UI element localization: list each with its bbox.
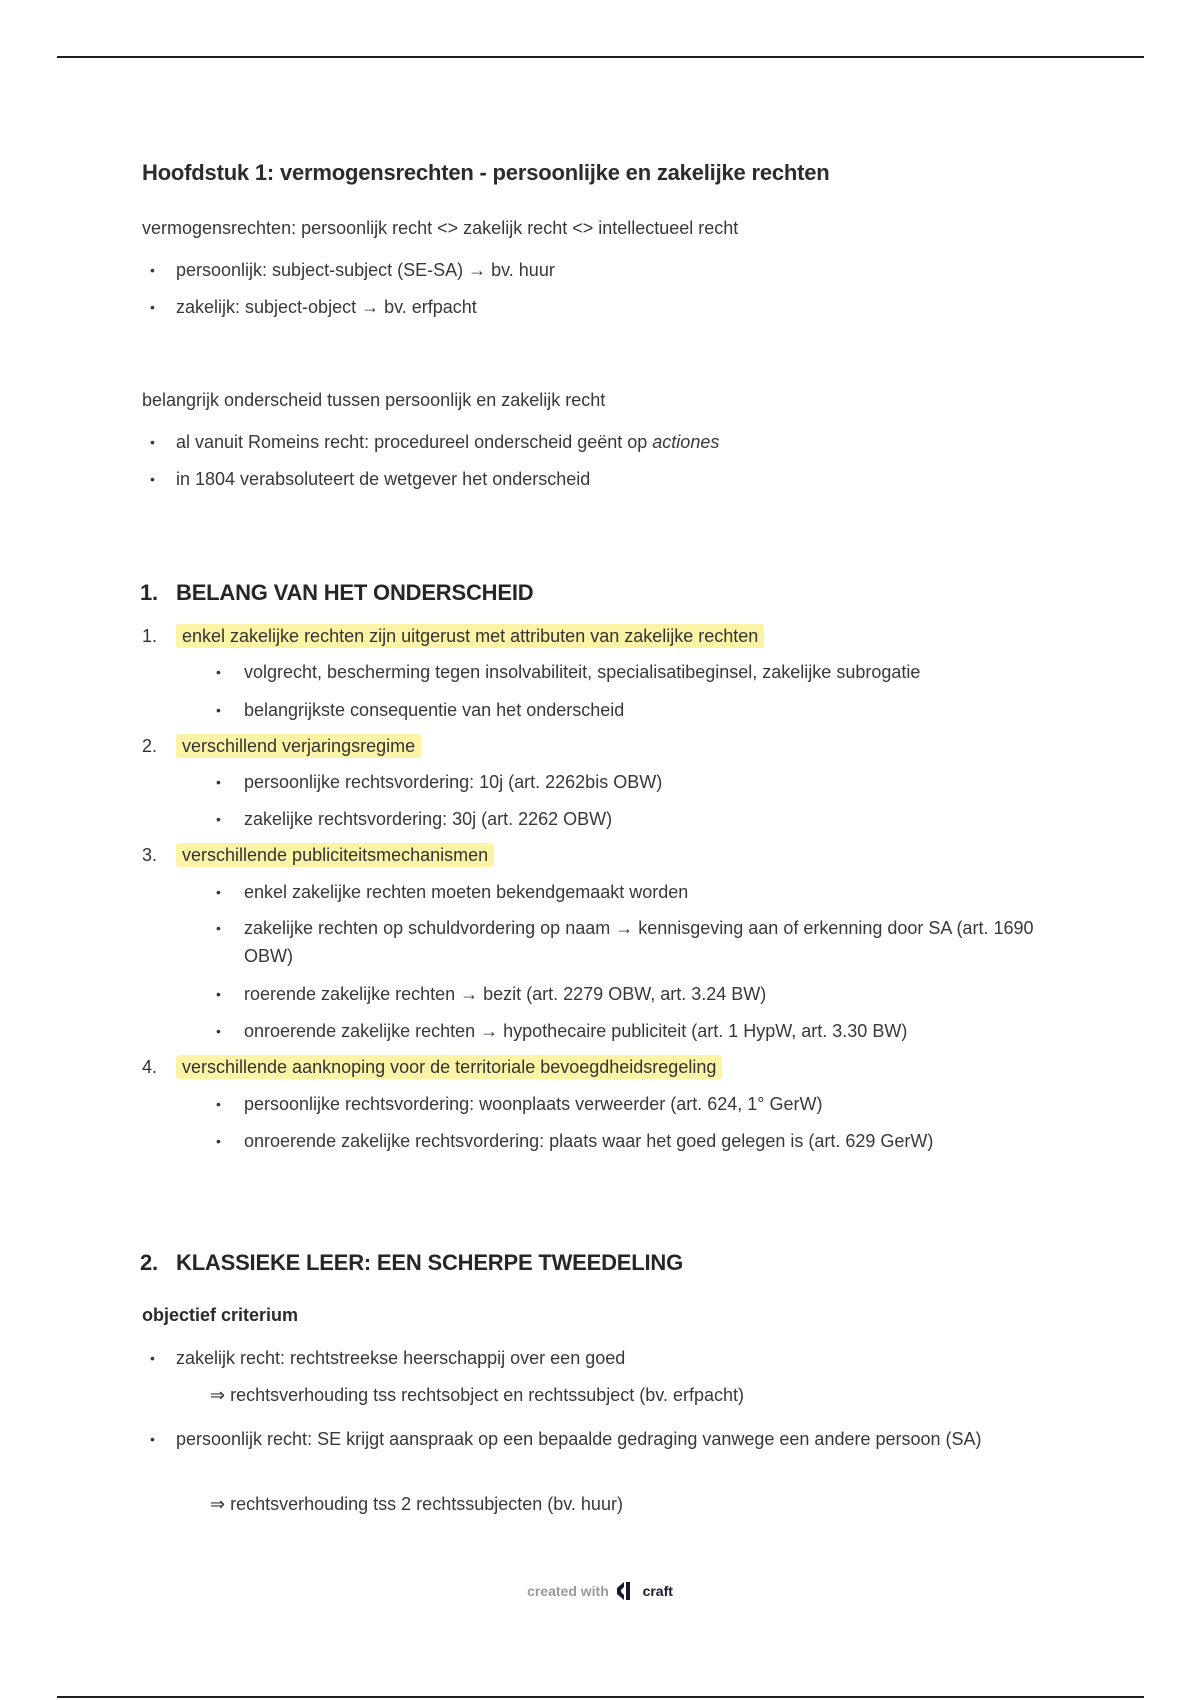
list-item-text: persoonlijke rechtsvordering: woonplaats verweerder (art. 624, 1° GerW) xyxy=(244,1094,823,1114)
bullet-icon: • xyxy=(216,702,221,718)
craft-logo-icon xyxy=(613,1580,635,1605)
sub-list-item xyxy=(216,878,1034,906)
list-item-text: zakelijk recht: rechtstreekse heerschappij over een goed xyxy=(176,1348,626,1368)
bullet-icon: • xyxy=(150,434,155,450)
list-item-text: roerende zakelijke rechten → bezit (art. 2279 OBW, art. 3.24 BW) xyxy=(244,984,767,1004)
page-title: Hoofdstuk 1: vermogensrechten - persoonlijke en zakelijke rechten xyxy=(142,160,830,185)
item-number: 3. xyxy=(142,845,158,865)
numbered-item xyxy=(142,1053,722,1081)
highlighted-text: verschillende publiciteitsmechanismen xyxy=(176,843,494,867)
sub-list-item xyxy=(216,658,1034,686)
top-rule xyxy=(57,56,1144,58)
list-item-text: in 1804 verabsoluteert de wetgever het onderscheid xyxy=(176,469,591,489)
list-item-text: enkel zakelijke rechten moeten bekendgemaakt worden xyxy=(244,882,689,902)
bullet-icon: • xyxy=(216,1133,221,1149)
highlighted-text: verschillende aanknoping voor de territoriale bevoegdheidsregeling xyxy=(176,1055,722,1079)
italic-term: actiones xyxy=(652,432,720,452)
section-heading xyxy=(140,580,533,606)
item-number: 4. xyxy=(142,1057,158,1077)
bullet-icon: • xyxy=(150,1431,155,1447)
bullet-icon: • xyxy=(216,774,221,790)
list-item-text: persoonlijke rechtsvordering: 10j (art. 2262bis OBW) xyxy=(244,772,663,792)
bullet-icon: • xyxy=(216,884,221,900)
highlighted-text: enkel zakelijke rechten zijn uitgerust met attributen van zakelijke rechten xyxy=(176,624,764,648)
list-item xyxy=(150,256,555,284)
list-item xyxy=(150,428,720,456)
sub-list-item xyxy=(216,696,1034,724)
list-item-text: onroerende zakelijke rechtsvordering: plaats waar het goed gelegen is (art. 629 GerW) xyxy=(244,1131,934,1151)
bullet-icon: • xyxy=(216,986,221,1002)
intro-line: vermogensrechten: persoonlijk recht <> zakelijk recht <> intellectueel recht xyxy=(142,218,739,238)
bullet-icon: • xyxy=(216,1023,221,1039)
subheading: objectief criterium xyxy=(142,1305,299,1325)
sub-list-item xyxy=(216,1090,1034,1118)
list-item-text: persoonlijk recht: SE krijgt aanspraak op een bepaalde gedraging vanwege een andere persoon (SA) xyxy=(176,1429,982,1449)
implication-line: ⇒ rechtsverhouding tss 2 rechtssubjecten (bv. huur) xyxy=(210,1494,623,1514)
sub-list-item xyxy=(216,1017,1034,1045)
list-item-text: onroerende zakelijke rechten → hypothecaire publiciteit (art. 1 HypW, art. 3.30 BW) xyxy=(244,1021,908,1041)
bullet-icon: • xyxy=(216,811,221,827)
numbered-item xyxy=(142,841,494,869)
list-item-text: belangrijkste consequentie van het onderscheid xyxy=(244,700,625,720)
implication-line: ⇒ rechtsverhouding tss rechtsobject en rechtssubject (bv. erfpacht) xyxy=(210,1385,744,1405)
list-item-text: zakelijk: subject-object → bv. erfpacht xyxy=(176,297,477,317)
list-item xyxy=(150,293,477,321)
numbered-item xyxy=(142,622,764,650)
list-item xyxy=(150,1425,1036,1453)
sub-list-item xyxy=(216,914,1034,970)
section-title: BELANG VAN HET ONDERSCHEID xyxy=(176,580,534,605)
bullet-icon: • xyxy=(150,1350,155,1366)
sub-list-item xyxy=(216,805,1034,833)
list-item-text: persoonlijk: subject-subject (SE-SA) → bv. huur xyxy=(176,260,555,280)
sub-list-item xyxy=(216,980,1034,1008)
bottom-rule xyxy=(57,1696,1144,1698)
item-number: 1. xyxy=(142,626,158,646)
highlighted-text: verschillend verjaringsregime xyxy=(176,734,421,758)
distinction-line: belangrijk onderscheid tussen persoonlijk en zakelijk recht xyxy=(142,390,606,410)
sub-list-item xyxy=(216,1127,1034,1155)
list-item xyxy=(150,1344,1036,1372)
footer xyxy=(0,1580,1200,1605)
list-item-text: al vanuit Romeins recht: procedureel onderscheid geënt op xyxy=(176,432,653,452)
section-heading xyxy=(140,1250,683,1276)
footer-brand: craft xyxy=(642,1583,673,1600)
footer-prefix: created with xyxy=(527,1583,609,1600)
numbered-item xyxy=(142,732,421,760)
bullet-icon: • xyxy=(216,664,221,680)
bullet-icon: • xyxy=(150,299,155,315)
list-item-text: volgrecht, bescherming tegen insolvabiliteit, specialisatibeginsel, zakelijke subrogatie xyxy=(244,662,921,682)
section-number: 1. xyxy=(140,580,158,605)
section-title: KLASSIEKE LEER: EEN SCHERPE TWEEDELING xyxy=(176,1250,684,1275)
bullet-icon: • xyxy=(150,262,155,278)
list-item-text: zakelijke rechtsvordering: 30j (art. 2262 OBW) xyxy=(244,809,613,829)
item-number: 2. xyxy=(142,736,158,756)
bullet-icon: • xyxy=(150,471,155,487)
sub-list-item xyxy=(216,768,1034,796)
section-number: 2. xyxy=(140,1250,158,1275)
bullet-icon: • xyxy=(216,1096,221,1112)
bullet-icon: • xyxy=(216,920,221,936)
list-item-text: zakelijke rechten op schuldvordering op naam → kennisgeving aan of erkenning door SA (art. 1690 OBW) xyxy=(244,918,1034,966)
list-item xyxy=(150,465,591,493)
